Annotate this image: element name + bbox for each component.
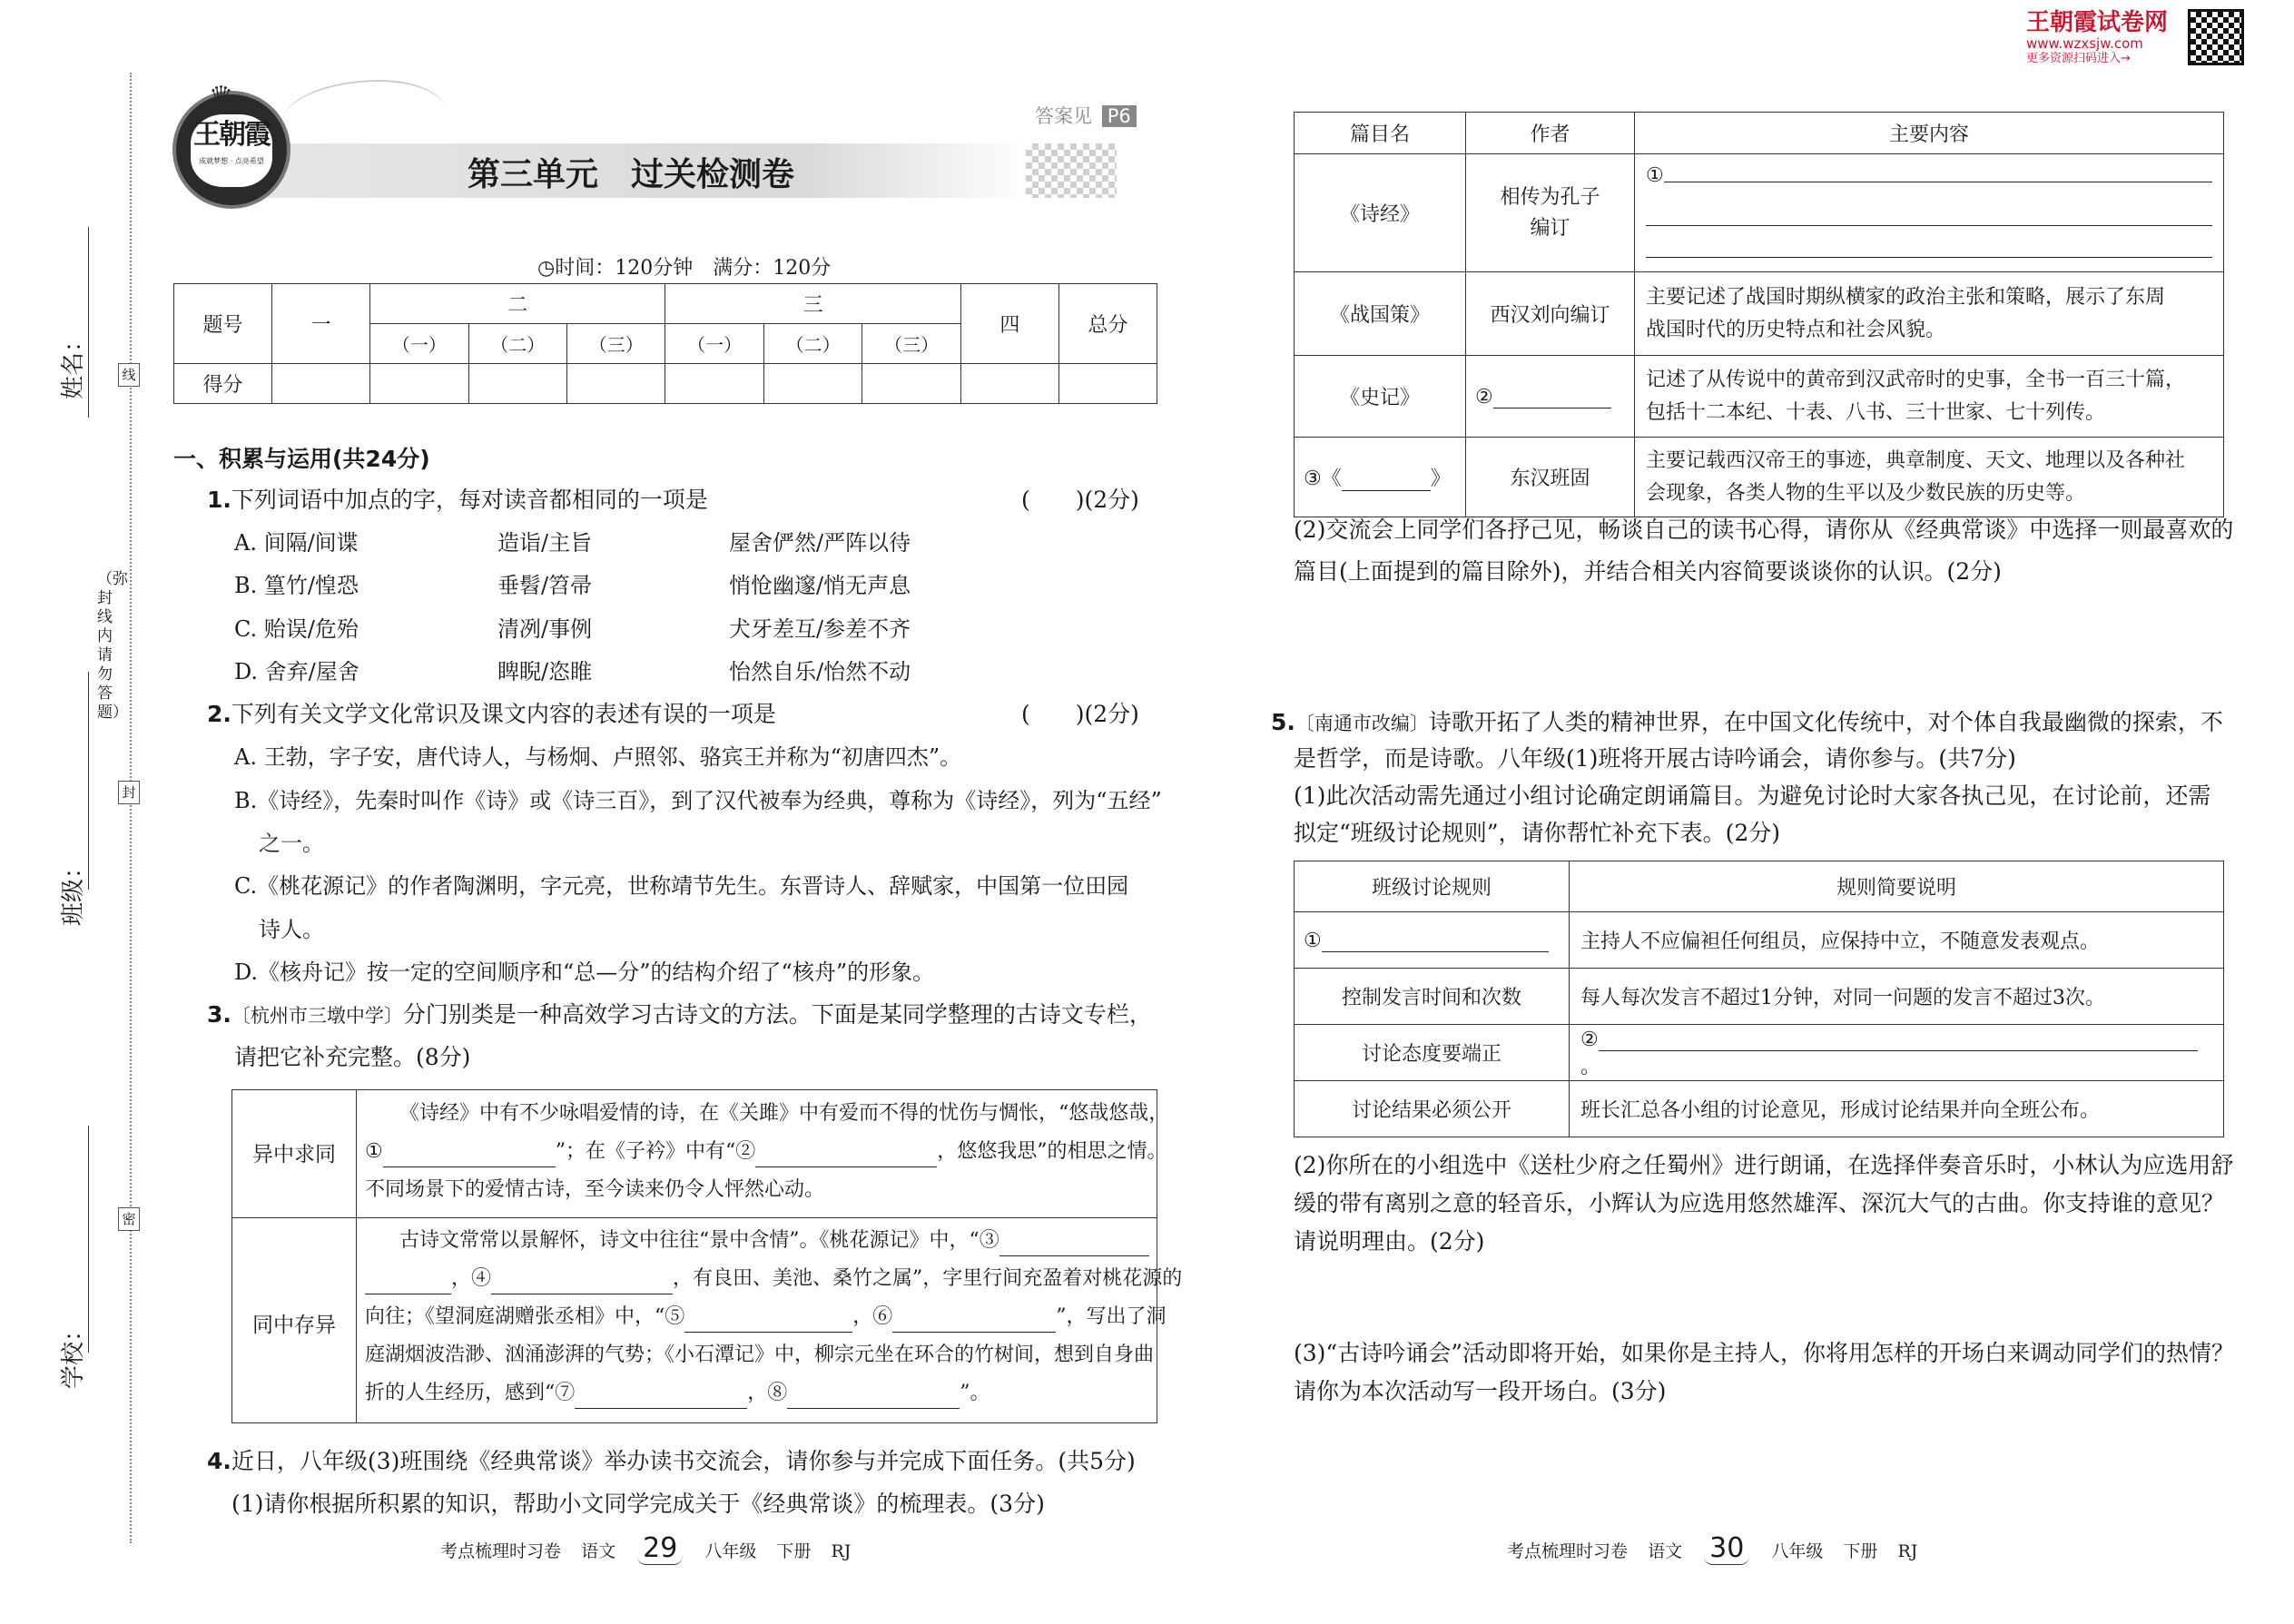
q3-divider-v xyxy=(356,1090,357,1422)
q4-r1-author xyxy=(1466,154,1635,272)
crown-icon: ♛ xyxy=(209,81,233,113)
q1-opt-b2: 垂髫/笤帚 xyxy=(497,573,593,598)
footer-left-series: 考点梳理时习卷 xyxy=(440,1541,562,1561)
q4-r4-author: 东汉班固 xyxy=(1466,438,1635,517)
score-cell[interactable] xyxy=(960,364,1058,404)
q2-num: 2. xyxy=(207,701,231,727)
score-cell[interactable] xyxy=(370,364,468,404)
seal-line-mark: 线 xyxy=(118,363,140,387)
footer-right-page: 30 xyxy=(1704,1532,1749,1565)
q4-r4-name-end: 》 xyxy=(1430,468,1451,490)
q3-blank-6[interactable] xyxy=(892,1308,1056,1333)
q4-stem-text: 近日，八年级(3)班围绕《经典常谈》举办读书交流会，请你参与并完成下面任务。(共5分) xyxy=(231,1448,1136,1474)
q5-r1-desc: 主持人不应偏袒任何组员，应保持中立，不随意发表观点。 xyxy=(1570,912,2224,969)
q1-opt-d2: 睥睨/恣睢 xyxy=(497,659,593,684)
binding-name-line xyxy=(88,227,89,418)
footer-right-subject: 语文 xyxy=(1648,1541,1683,1561)
q3-r2-l3 xyxy=(365,1302,1167,1333)
q5-th-desc: 规则简要说明 xyxy=(1570,861,2224,912)
q3-r2-l5-text: 折的人生经历，感到“⑦ xyxy=(365,1382,576,1404)
q5-blank-2-label: ② xyxy=(1580,1028,1599,1051)
q1-opt-d1[interactable]: D. 舍弃/屋舍 xyxy=(234,659,359,684)
q4-r2-content-1: 主要记述了战国时期纵横家的政治主张和策略，展示了东周 xyxy=(1646,285,2166,309)
q2-stem xyxy=(207,700,776,729)
q3-stem xyxy=(207,1000,1152,1030)
q3-num: 3. xyxy=(207,1001,231,1028)
q1-opt-b3: 悄怆幽邃/悄无声息 xyxy=(729,573,911,598)
watermark-url: www.wzxsjw.com xyxy=(2026,35,2143,52)
watermark-brand: 王朝霞试卷网 xyxy=(2026,9,2169,36)
footer-left-grade: 八年级 xyxy=(704,1541,757,1561)
q4-r4-content-2: 会现象，各类人物的生平以及少数民族的历史等。 xyxy=(1646,481,2086,505)
q3-r2-l3-text: 向往；《望洞庭湖赠张丞相》中，“⑤ xyxy=(365,1305,685,1328)
q4-r2-content xyxy=(1635,272,2224,356)
q4-blank-1-label: ① xyxy=(1646,164,1664,187)
q4-blank-2-label: ② xyxy=(1475,386,1493,408)
q4-blank-2[interactable] xyxy=(1493,384,1611,408)
q1-opt-a3: 屋舍俨然/严阵以待 xyxy=(729,530,911,556)
footer-left-page: 29 xyxy=(637,1532,683,1565)
q4-blank-1-line3[interactable] xyxy=(1646,226,2212,258)
score-cell[interactable] xyxy=(468,364,566,404)
q5-l1-text: 诗歌开拓了人类的精神世界，在中国文化传统中，对个体自我最幽微的探索，不 xyxy=(1428,709,2223,735)
q4-sub2-l2: 篇目(上面提到的篇目除外)，并结合相关内容简要谈谈你的认识。(2分) xyxy=(1294,558,2002,585)
score-sub: （二） xyxy=(468,324,566,364)
q3-blank-1[interactable] xyxy=(383,1143,556,1167)
footer-left-subject: 语文 xyxy=(581,1541,616,1561)
answer-ref xyxy=(1035,102,1137,129)
score-cell[interactable] xyxy=(763,364,861,404)
score-sub: （二） xyxy=(763,324,861,364)
q5-r3-rule: 讨论态度要端正 xyxy=(1295,1025,1570,1081)
q3-r1-l2 xyxy=(365,1137,1167,1167)
q2-opt-d[interactable]: D.《核舟记》按一定的空间顺序和“总—分”的结构介绍了“核舟”的形象。 xyxy=(234,960,935,985)
q1-opt-c1[interactable]: C. 贻误/危殆 xyxy=(234,616,359,642)
q1-opt-a1[interactable]: A. 间隔/间谍 xyxy=(234,530,359,556)
q4-r1-author-2: 编订 xyxy=(1530,216,1570,240)
q3-divider-h xyxy=(232,1217,1157,1218)
qr-code-icon xyxy=(2188,9,2244,65)
q3-r2-l4: 庭湖烟波浩渺、汹涌澎湃的气势；《小石潭记》中，柳宗元坐在环合的竹树间，想到自身曲 xyxy=(365,1343,1155,1366)
q4-r3-author xyxy=(1466,356,1635,438)
q4-r4-content xyxy=(1635,438,2224,517)
q5-s1-l2: 拟定“班级讨论规则”，请你帮忙补充下表。(2分) xyxy=(1294,820,1780,846)
q3-blank-8-label: ，⑧ xyxy=(747,1382,788,1404)
q3-r2-l3-tail: ”，写出了洞 xyxy=(1056,1305,1167,1328)
binding-name-label: 姓名： xyxy=(60,328,87,399)
q5-table xyxy=(1294,861,2224,1137)
logo-brand: 王朝霞 xyxy=(193,119,270,151)
binding-dashed-line xyxy=(130,73,132,1543)
section1-title: 一、积累与运用(共24分) xyxy=(173,446,430,472)
q5-r4-desc: 班长汇总各小组的讨论意见，形成讨论结果并向全班公布。 xyxy=(1570,1081,2224,1137)
q5-r1-rule xyxy=(1295,912,1570,969)
q5-s2-l2: 缓的带有离别之意的轻音乐，小辉认为应选用悠然雄浑、深沉大气的古曲。你支持谁的意见？ xyxy=(1294,1190,2225,1216)
q3-blank-2-label: ”；在《子衿》中有“② xyxy=(555,1140,756,1163)
q5-r4-rule: 讨论结果必须公开 xyxy=(1295,1081,1570,1137)
q4-blank-3[interactable] xyxy=(1342,467,1431,491)
logo-inner xyxy=(191,114,272,187)
q3-blank-3[interactable] xyxy=(999,1232,1149,1256)
binding-school-label: 学校： xyxy=(60,1317,87,1389)
q4-r1-content xyxy=(1635,154,2224,272)
q1-opt-c3: 犬牙差互/参差不齐 xyxy=(729,616,911,642)
q1-opt-c2: 清冽/事例 xyxy=(497,616,593,642)
q3-stem-text: 分门别类是一种高效学习古诗文的方法。下面是某同学整理的古诗文专栏， xyxy=(402,1001,1152,1028)
q4-r4-name xyxy=(1295,438,1466,517)
score-h-one: 一 xyxy=(272,284,370,364)
q5-r3-desc xyxy=(1570,1025,2224,1081)
q3-blank-7[interactable] xyxy=(575,1384,747,1409)
q4-th-name: 篇目名 xyxy=(1295,113,1466,154)
time-score xyxy=(525,230,831,281)
binding-school-line xyxy=(88,1126,89,1353)
q5-blank-2-end: 。 xyxy=(1580,1055,1601,1078)
q3-blank-8[interactable] xyxy=(787,1384,960,1409)
binding-class-label: 班级： xyxy=(60,854,87,926)
score-cell[interactable] xyxy=(567,364,665,404)
footer-right-grade: 八年级 xyxy=(1771,1541,1824,1561)
q3-blank-2[interactable] xyxy=(755,1143,937,1167)
q5-r2-desc: 每人每次发言不超过1分钟，对同一问题的发言不超过3次。 xyxy=(1570,969,2224,1025)
page-title: 第三单元 过关检测卷 xyxy=(468,156,795,193)
score-sub: （三） xyxy=(862,324,960,364)
q4-blank-3-label: ③《 xyxy=(1304,468,1342,490)
q3-r2-l5-tail: ”。 xyxy=(960,1382,990,1404)
q4-th-author: 作者 xyxy=(1466,113,1635,154)
q4-r1-name: 《诗经》 xyxy=(1295,154,1466,272)
q3-blank-1-label: ① xyxy=(365,1140,383,1163)
q2-stem-text: 下列有关文学文化常识及课文内容的表述有误的一项是 xyxy=(231,701,776,727)
q2-opt-b[interactable]: B.《诗经》，先秦时叫作《诗》或《诗三百》，到了汉代被奉为经典，尊称为《诗经》，列为“五经” xyxy=(234,788,1162,813)
q5-num: 5. xyxy=(1271,709,1295,735)
score-cell[interactable] xyxy=(665,364,763,404)
q4-sub1: (1)请你根据所积累的知识，帮助小文同学完成关于《经典常谈》的梳理表。(3分) xyxy=(231,1491,1045,1517)
q3-r2-l2 xyxy=(365,1264,1182,1294)
q2-opt-c[interactable]: C.《桃花源记》的作者陶渊明，字元亮，世称靖节先生。东晋诗人、辞赋家，中国第一位田园 xyxy=(234,873,1129,899)
q3-r2-l5 xyxy=(365,1378,990,1409)
score-h-total: 总分 xyxy=(1058,284,1157,364)
q5-r2-rule: 控制发言时间和次数 xyxy=(1295,969,1570,1025)
q2-opt-b-cont: 之一。 xyxy=(259,831,324,856)
footer-left-ed: RJ xyxy=(831,1541,852,1561)
q3-blank-4-label: ，④ xyxy=(451,1267,492,1290)
q5-l2: 是哲学，而是诗歌。八年级(1)班将开展古诗吟诵会，请你参与。(共7分) xyxy=(1294,745,2016,772)
score-sub: （一） xyxy=(370,324,468,364)
q4-r3-content-2: 包括十二本纪、十表、八书、三十世家、七十列传。 xyxy=(1646,400,2106,424)
footer-right-ed: RJ xyxy=(1897,1541,1918,1561)
q1-opt-d3: 怡然自乐/怡然不动 xyxy=(729,659,911,684)
score-cell[interactable] xyxy=(272,364,370,404)
q2-mark[interactable]: ( )(2分) xyxy=(1021,701,1139,727)
q3-r2-l1-text: 古诗文常常以景解怀，诗文中往往“景中含情”。《桃花源记》中，“③ xyxy=(399,1229,999,1252)
q1-stem xyxy=(207,486,708,515)
score-sub: （三） xyxy=(567,324,665,364)
q1-opt-b1[interactable]: B. 篁竹/惶恐 xyxy=(234,573,359,598)
answer-ref-page: P6 xyxy=(1102,105,1137,127)
q5-blank-2[interactable] xyxy=(1599,1027,2198,1051)
q4-r2-author: 西汉刘向编订 xyxy=(1466,272,1635,356)
header-checker xyxy=(1026,143,1117,198)
logo-ring-text: 成就梦想 · 点亮希望 xyxy=(199,157,264,165)
q3-blank-4[interactable] xyxy=(491,1270,673,1294)
q3-stem-2: 请把它补充完整。(8分) xyxy=(234,1044,471,1070)
q3-r2-l2-tail: ，有良田、美池、桑竹之属”，字里行间充盈着对桃花源的 xyxy=(673,1267,1183,1290)
clock-icon: ◷ xyxy=(537,257,556,280)
q4-th-content: 主要内容 xyxy=(1635,113,2224,154)
q4-r3-name: 《史记》 xyxy=(1295,356,1466,438)
q1-opt-a2: 造诣/主旨 xyxy=(497,530,593,556)
q2-opt-c-cont: 诗人。 xyxy=(259,917,324,942)
q3-r1-l1: 《诗经》中有不少咏唱爱情的诗，在《关雎》中有爱而不得的忧伤与惆怅，“悠哉悠哉， xyxy=(399,1102,1169,1125)
q4-blank-1-line2[interactable] xyxy=(1646,194,2212,226)
q3-blank-6-label: ，⑥ xyxy=(852,1305,893,1328)
q5-source: 〔南通市改编〕 xyxy=(1295,713,1429,734)
q4-table xyxy=(1294,112,2224,517)
q5-s2-answer-area[interactable] xyxy=(1294,1266,2224,1330)
q4-r2-name: 《战国策》 xyxy=(1295,272,1466,356)
q5-s2-l1: (2)你所在的小组选中《送杜少府之任蜀州》进行朗诵，在选择伴奏音乐时，小林认为应选用舒 xyxy=(1294,1152,2234,1178)
seal-secret-mark: 密 xyxy=(118,1207,140,1231)
q5-s3-l1: (3)“古诗吟诵会”活动即将开始，如果你是主持人，你将用怎样的开场白来调动同学们的热情？ xyxy=(1294,1340,2234,1366)
score-cell[interactable] xyxy=(1058,364,1157,404)
q4-num: 4. xyxy=(207,1448,231,1474)
q3-r2-l1 xyxy=(399,1225,1149,1256)
q3-blank-3-cont[interactable] xyxy=(365,1270,451,1294)
ribbon-decoration xyxy=(281,80,445,154)
score-cell[interactable] xyxy=(862,364,960,404)
score-sub: （一） xyxy=(665,324,763,364)
q4-r2-content-2: 战国时代的历史特点和社会风貌。 xyxy=(1646,318,1946,341)
score-h-three: 三 xyxy=(665,284,960,324)
q5-l1 xyxy=(1271,708,2223,738)
binding-note: （弥封线内请勿答题） xyxy=(97,570,128,722)
footer-left-vol: 下册 xyxy=(776,1541,812,1561)
q1-stem-text: 下列词语中加点的字，每对读音都相同的一项是 xyxy=(231,487,708,513)
q5-s3-l2: 请你为本次活动写一段开场白。(3分) xyxy=(1294,1378,1667,1404)
q5-blank-1-label: ① xyxy=(1304,930,1322,952)
q5-blank-1[interactable] xyxy=(1322,928,1549,952)
q5-s2-l3: 请说明理由。(2分) xyxy=(1294,1228,1485,1255)
q2-opt-a[interactable]: A. 王勃，字子安，唐代诗人，与杨炯、卢照邻、骆宾王并称为“初唐四杰”。 xyxy=(234,744,962,770)
q4-r3-content xyxy=(1635,356,2224,438)
footer-right-series: 考点梳理时习卷 xyxy=(1507,1541,1629,1561)
q3-r1-l3: 不同场景下的爱情古诗，至今读来仍令人怦然心动。 xyxy=(365,1178,825,1201)
q4-blank-1[interactable] xyxy=(1664,158,2212,182)
q3-r1-l2-tail: ，悠悠我思”的相思之情。 xyxy=(937,1140,1167,1163)
q1-num: 1. xyxy=(207,487,231,513)
q5-s1-l1: (1)此次活动需先通过小组讨论确定朗诵篇目。为避免讨论时大家各执己见，在讨论前，还需 xyxy=(1294,782,2211,809)
watermark xyxy=(2026,9,2169,65)
score-h-two: 二 xyxy=(370,284,665,324)
q3-row2-label: 同中存异 xyxy=(252,1314,336,1337)
score-h-four: 四 xyxy=(960,284,1058,364)
binding-class-line xyxy=(88,672,89,890)
q4-r1-author-1: 相传为孔子 xyxy=(1500,185,1600,209)
score-table xyxy=(173,283,1157,404)
q5-s3-answer-area[interactable] xyxy=(1294,1416,2224,1516)
watermark-tip: 更多资源扫码进入→ xyxy=(2026,52,2131,65)
q4-stem xyxy=(207,1447,1136,1476)
score-h-no: 题号 xyxy=(174,284,272,364)
q3-source: 〔杭州市三墩中学〕 xyxy=(231,1005,403,1027)
q3-row1-label: 异中求同 xyxy=(252,1143,336,1166)
q3-blank-5[interactable] xyxy=(684,1308,852,1333)
answer-ref-label: 答案见 xyxy=(1035,105,1092,127)
footer-right-vol: 下册 xyxy=(1843,1541,1878,1561)
time-score-text: 时间：120分钟 满分：120分 xyxy=(555,257,832,280)
footer-left xyxy=(440,1532,851,1564)
footer-right xyxy=(1507,1532,1917,1564)
q4-sub2-answer-area[interactable] xyxy=(1294,599,2224,699)
score-row-label: 得分 xyxy=(174,364,272,404)
q4-r4-content-1: 主要记载西汉帝王的事迹，典章制度、天文、地理以及各种社 xyxy=(1646,448,2186,472)
q4-sub2-l1: (2)交流会上同学们各抒己见，畅谈自己的读书心得，请你从《经典常谈》中选择一则最喜欢的 xyxy=(1294,517,2234,543)
seal-seal-mark: 封 xyxy=(118,781,140,804)
q4-r3-content-1: 记述了从传说中的黄帝到汉武帝时的史事，全书一百三十篇， xyxy=(1646,368,2186,391)
q5-th-rule: 班级讨论规则 xyxy=(1295,861,1570,912)
q1-mark[interactable]: ( )(2分) xyxy=(1021,487,1139,513)
